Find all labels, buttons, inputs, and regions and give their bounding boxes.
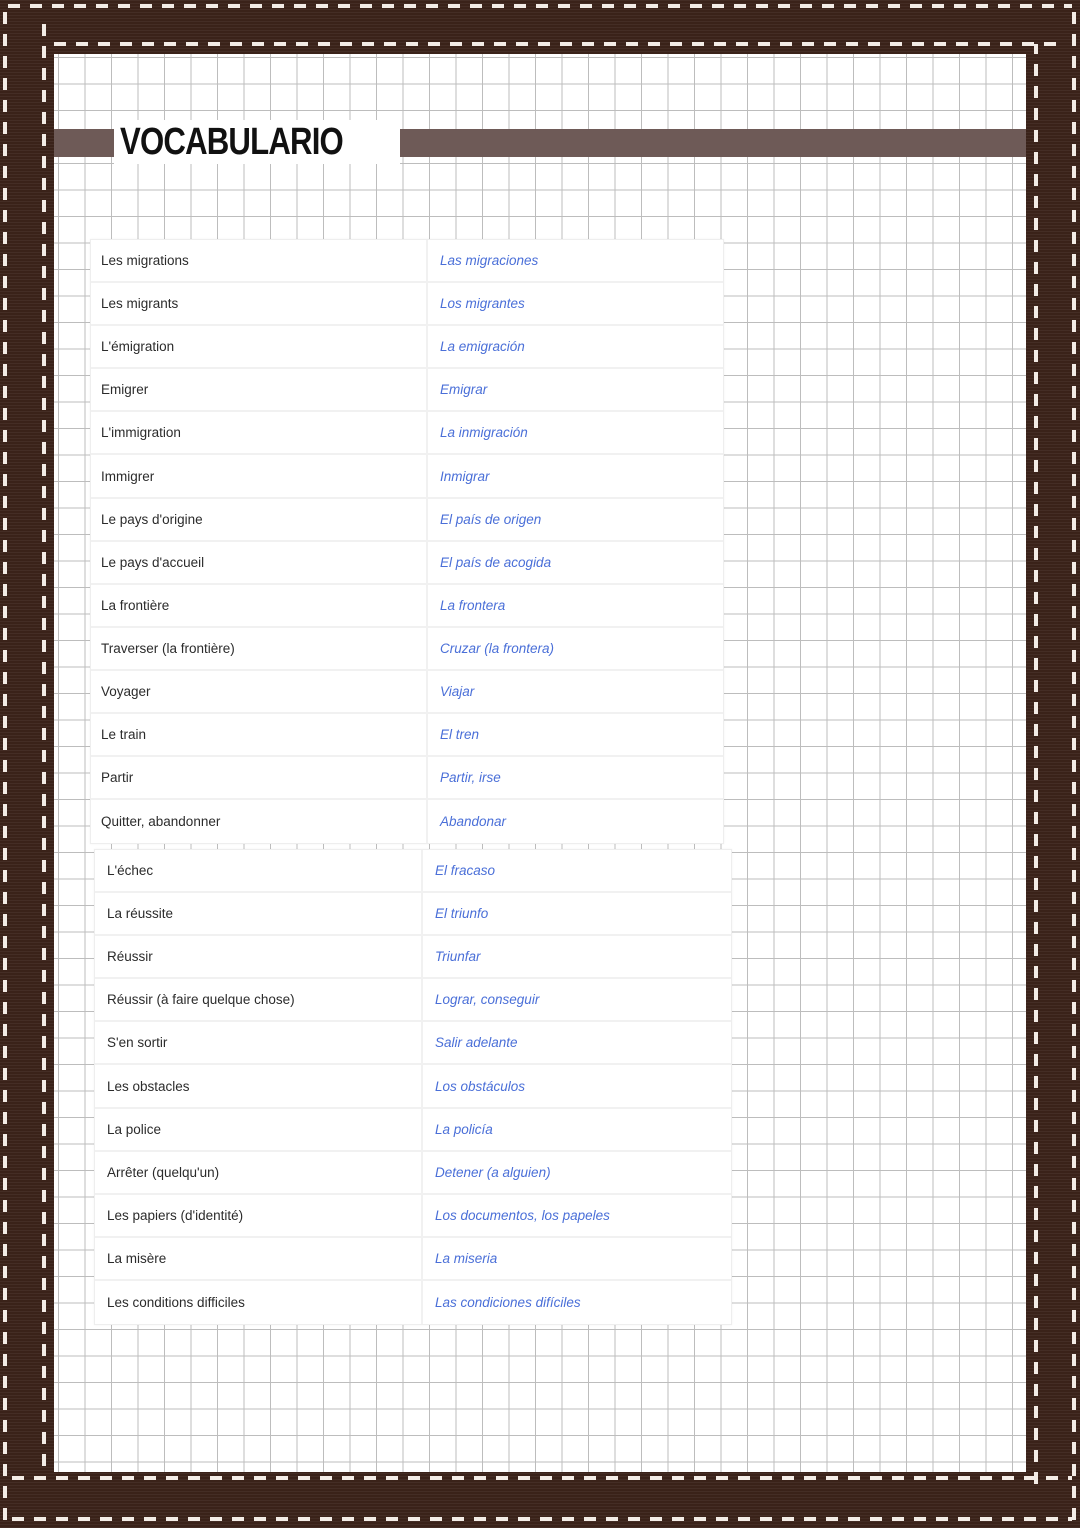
french-term: Arrêter (quelqu'un) <box>95 1152 423 1193</box>
spanish-translation: Salir adelante <box>435 1035 518 1051</box>
table-row <box>91 369 723 412</box>
frame-stitch-bottom-outer <box>12 1517 1072 1521</box>
spanish-translation: La emigración <box>440 339 525 355</box>
french-term: Voyager <box>91 671 428 712</box>
french-term: Traverser (la frontière) <box>91 628 428 669</box>
grid-paper <box>54 54 1026 1472</box>
frame-stitch-left-inner <box>42 16 46 1466</box>
french-term: Les obstacles <box>95 1065 423 1106</box>
table-row <box>91 412 723 455</box>
title-box <box>114 120 400 164</box>
french-term: Emigrer <box>91 369 428 410</box>
french-term: S'en sortir <box>95 1022 423 1063</box>
table-row <box>91 499 723 542</box>
table-row <box>95 1109 731 1152</box>
frame-stitch-top-outer <box>8 4 1072 8</box>
spanish-translation: Cruzar (la frontera) <box>440 640 555 656</box>
spanish-translation: Las migraciones <box>440 253 539 269</box>
page-title: VOCABULARIO <box>120 120 343 163</box>
spanish-translation: El fracaso <box>435 863 496 879</box>
table-row <box>95 1065 731 1108</box>
spanish-translation: El tren <box>440 727 480 743</box>
table-row <box>91 542 723 585</box>
spanish-translation: La miseria <box>435 1250 498 1266</box>
table-row <box>91 671 723 714</box>
spanish-translation: Emigrar <box>440 382 488 398</box>
french-term: Les papiers (d'identité) <box>95 1195 423 1236</box>
spanish-translation: La policía <box>435 1121 493 1137</box>
table-row <box>91 283 723 326</box>
french-term: La misère <box>95 1238 423 1279</box>
table-row <box>91 800 723 843</box>
table-row <box>95 1152 731 1195</box>
spanish-translation: Los migrantes <box>440 296 525 312</box>
table-row <box>91 240 723 283</box>
spanish-translation: Partir, irse <box>440 770 501 786</box>
spanish-translation: La frontera <box>440 597 506 613</box>
table-row <box>91 714 723 757</box>
french-term: La réussite <box>95 893 423 934</box>
french-term: L'émigration <box>91 326 428 367</box>
spanish-translation: Triunfar <box>435 949 481 965</box>
french-term: Immigrer <box>91 455 428 496</box>
spanish-translation: El país de origen <box>440 511 542 527</box>
spanish-translation: Las condiciones difíciles <box>435 1294 581 1310</box>
table-row <box>95 893 731 936</box>
french-term: Partir <box>91 757 428 798</box>
french-term: La police <box>95 1109 423 1150</box>
french-term: L'immigration <box>91 412 428 453</box>
frame-stitch-bottom-inner <box>12 1476 1072 1480</box>
french-term: La frontière <box>91 585 428 626</box>
french-term: Réussir (à faire quelque chose) <box>95 979 423 1020</box>
french-term: Les conditions difficiles <box>95 1281 423 1324</box>
frame-stitch-right-outer <box>1072 8 1076 1520</box>
french-term: Le train <box>91 714 428 755</box>
vocabulary-table-success <box>94 849 732 1325</box>
spanish-translation: Los documentos, los papeles <box>435 1207 610 1223</box>
french-term: Le pays d'origine <box>91 499 428 540</box>
table-row <box>95 1022 731 1065</box>
vocabulary-table-migration <box>90 239 724 844</box>
table-row <box>91 757 723 800</box>
table-row <box>91 455 723 498</box>
table-row <box>95 936 731 979</box>
table-row <box>91 585 723 628</box>
frame-stitch-right-inner <box>1034 44 1038 1484</box>
table-row <box>95 850 731 893</box>
spanish-translation: Los obstáculos <box>435 1078 526 1094</box>
spanish-translation: Viajar <box>440 683 475 699</box>
french-term: L'échec <box>95 850 423 891</box>
table-row <box>95 1238 731 1281</box>
table-row <box>95 1281 731 1324</box>
spanish-translation: El triunfo <box>435 906 489 922</box>
frame-stitch-left-outer <box>3 8 7 1520</box>
spanish-translation: Lograr, conseguir <box>435 992 540 1008</box>
spanish-translation: El país de acogida <box>440 554 552 570</box>
table-row <box>95 1195 731 1238</box>
table-row <box>95 979 731 1022</box>
french-term: Les migrants <box>91 283 428 324</box>
spanish-translation: Abandonar <box>440 814 507 830</box>
table-row <box>91 628 723 671</box>
french-term: Les migrations <box>91 240 428 281</box>
french-term: Quitter, abandonner <box>91 800 428 843</box>
spanish-translation: La inmigración <box>440 425 528 441</box>
french-term: Le pays d'accueil <box>91 542 428 583</box>
spanish-translation: Detener (a alguien) <box>435 1164 551 1180</box>
spanish-translation: Inmigrar <box>440 468 490 484</box>
frame-stitch-top-inner <box>54 42 1064 46</box>
table-row <box>91 326 723 369</box>
french-term: Réussir <box>95 936 423 977</box>
